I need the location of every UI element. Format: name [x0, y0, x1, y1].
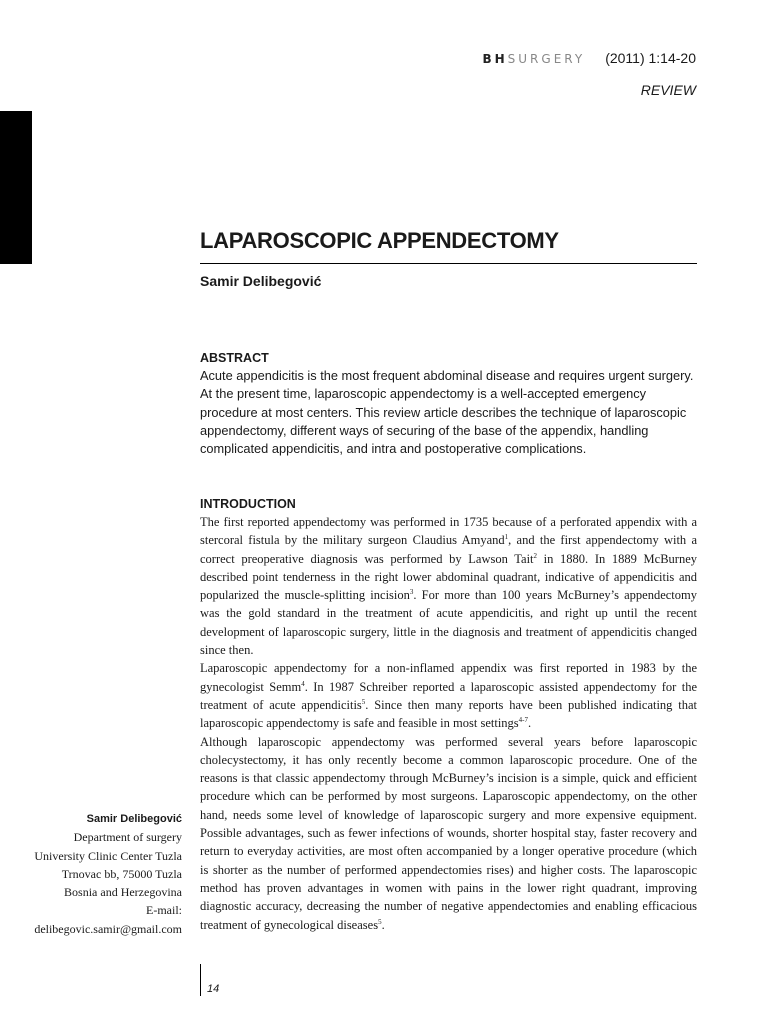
intro-paragraph-3: Although laparoscopic appendectomy was performed several years before laparoscopic cholecystectomy, it has only recently become a common laparoscopic procedure. One of the reasons is that classic appendectomy through McBurney’s incision is a simple, quick and efficient procedure which can be performed by most surgeons. Laparoscopic appendectomy, on the other hand, needs some level of knowledge of laparoscopic surgery and more expensive equipment. Possible advantages, such as fewer infections of wounds, shorter hospital stay, faster recovery and return to everyday activities, are most often accompanied by a longer operative procedure (which is shorter as the number of performed appendectomies rises) and higher costs. The laparoscopic method has proven advantages in women with pains in the lower right quadrant, improving diagnostic accuracy, decreasing the number of negative appendectomies and enabling efficacious treatment of gynecological diseases$^5$. — [200, 734, 697, 932]
affiliation-institution: University Clinic Center Tuzla — [34, 848, 182, 863]
page-rule — [200, 964, 201, 996]
page-number: 14 — [207, 983, 220, 995]
article-author: Samir Delibegović — [200, 273, 322, 289]
intro-paragraph-1: The first reported appendectomy was performed in 1735 because of a perforated appendix with a stercoral fistula by the military surgeon Claudius Amyand$^1$, and the first appendectomy with a correct preoperative diagnosis was performed by Lawson Tait$^2$ in 1880. In 1889 McBurney described point tenderness in the right lower abdominal quadrant, indicative of appendicitis and popularized the muscle-splitting incision$^3$. For more than 100 years McBurney’s appendectomy was the gold standard in the treatment of acute appendicitis, and right up until the recent development of laparoscopic surgery, little in the diagnosis and treatment of appendicitis changed since then. — [200, 515, 697, 658]
affiliation-country: Bosnia and Herzegovina — [64, 885, 182, 900]
journal-logo: BHSURGERY — [482, 52, 586, 66]
abstract-text: Acute appendicitis is the most frequent abdominal disease and requires urgent surgery. At the present time, laparoscopic appendectomy is a well-accepted emergency procedure at most centers. This review article describes the technique of laparoscopic appendectomy, different ways of securing of the base of the appendix, handling complicated appendicitis, and intra and postoperative complications. — [200, 368, 694, 457]
introduction-heading: INTRODUCTION — [200, 497, 296, 511]
affiliation-department: Department of surgery — [73, 830, 182, 845]
article-title: LAPAROSCOPIC APPENDECTOMY — [200, 228, 559, 253]
journal-header — [482, 50, 696, 66]
citation-ref: 3 — [409, 588, 414, 597]
author-affiliation — [2, 810, 182, 938]
affiliation-name: Samir Delibegović — [86, 813, 182, 825]
citation-ref: 2 — [533, 551, 538, 560]
title-rule — [200, 263, 697, 264]
email-label: E-mail: — [146, 903, 182, 918]
email-address[interactable]: delibegovic.samir@gmail.com — [34, 921, 182, 936]
citation-ref: 4 — [301, 679, 305, 688]
citation-ref: 1 — [504, 533, 509, 542]
citation-ref: 4-7 — [518, 716, 529, 725]
introduction-section — [200, 497, 697, 934]
abstract-section — [200, 351, 697, 458]
affiliation-address: Trnovac bb, 75000 Tuzla — [61, 866, 182, 881]
intro-paragraph-2: Laparoscopic appendectomy for a non-inflamed appendix was first reported in 1983 by the gynecologist Semm$^4$. In 1987 Schreiber reported a laparoscopic assisted appendectomy for the treatment of acute appendicitis$^5$. Since then many reports have been published indicating that laparoscopic appendectomy is safe and feasible in most settings$^{4-7}$. — [200, 661, 697, 731]
citation-ref: 5 — [361, 697, 366, 706]
citation: (2011) 1:14-20 — [605, 50, 696, 66]
abstract-heading: ABSTRACT — [200, 351, 269, 365]
side-color-bar — [0, 111, 32, 264]
section-label: REVIEW — [640, 82, 696, 98]
citation-ref: 5 — [378, 917, 382, 926]
